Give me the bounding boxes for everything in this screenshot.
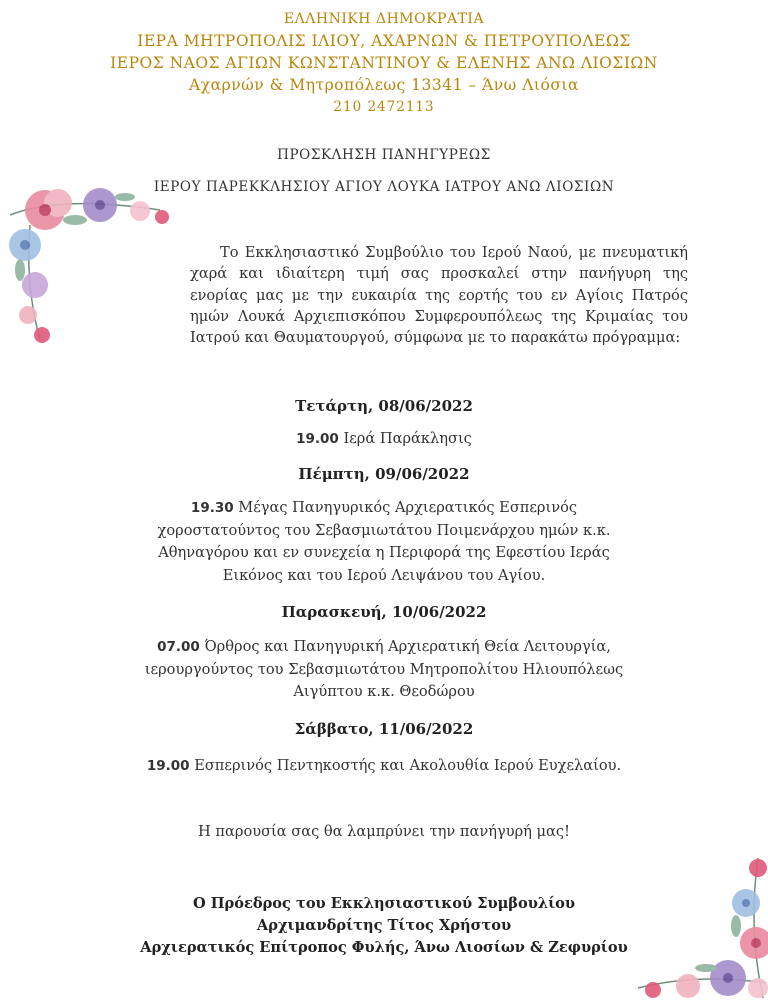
header-phone: 210 2472113: [333, 99, 435, 115]
header-metropolis: ΙΕΡΑ ΜΗΤΡΟΠΟΛΙΣ ΙΛΙΟΥ, ΑΧΑΡΝΩΝ & ΠΕΤΡΟΥΠΟΛΕΩΣ: [137, 32, 631, 50]
event-line: Εικόνος και του Ιερού Λειψάνου του Αγίου.: [222, 566, 546, 584]
schedule-event-1: [0, 428, 768, 451]
event-line: Ιερά Παράκλησις: [343, 430, 472, 447]
schedule-event-2: [0, 497, 768, 587]
event-time: 19.30: [190, 500, 234, 516]
signature-line: Αρχιμανδρίτης Τίτος Χρήστου: [256, 917, 512, 934]
event-time: 19.00: [296, 431, 339, 447]
floral-corner-top-left: [0, 175, 200, 355]
event-line: Όρθρος και Πανηγυρική Αρχιερατική Θεία Λειτουργία,: [204, 638, 611, 655]
invitation-title: ΠΡΟΣΚΛΗΣΗ ΠΑΝΗΓΥΡΕΩΣ: [277, 147, 491, 163]
signature-line: Αρχιερατικός Επίτροπος Φυλής, Άνω Λιοσίων & Ζεφυρίου: [140, 939, 628, 956]
schedule-day-1: Τετάρτη, 08/06/2022: [295, 397, 473, 415]
header-republic: ΕΛΛΗΝΙΚΗ ΔΗΜΟΚΡΑΤΙΑ: [283, 11, 485, 27]
invitation-subtitle: ΙΕΡΟΥ ΠΑΡΕΚΚΛΗΣΙΟΥ ΑΓΙΟΥ ΛΟΥΚΑ ΙΑΤΡΟΥ ΑΝΩ ΛΙΟΣΙΩΝ: [153, 179, 615, 195]
event-line: Εσπερινός Πεντηκοστής και Ακολουθία Ιερού Ευχελαίου.: [194, 757, 622, 774]
event-line: Αιγύπτου κ.κ. Θεοδώρου: [293, 683, 475, 700]
document-header: [0, 8, 768, 118]
event-line: χοροστατούντος του Σεβασμιωτάτου Ποιμενάρχου ημών κ.κ.: [157, 521, 611, 539]
schedule-day-4: Σάββατο, 11/06/2022: [294, 720, 474, 738]
schedule-event-4: [0, 755, 768, 778]
event-line: Μέγας Πανηγυρικός Αρχιερατικός Εσπερινός: [238, 499, 578, 516]
event-line: Αθηναγόρου και εν συνεχεία η Περιφορά της Εφεστίου Ιεράς: [158, 544, 610, 561]
intro-paragraph: Το Εκκλησιαστικό Συμβούλιο του Ιερού Ναού, με πνευματική χαρά και ιδιαίτερη τιμή σας προσκαλεί στην πανήγυρη της ενορίας μας με την ευκαιρία της εορτής του εν Αγίοις Πατρός ημών Λουκά Αρχιεπισκόπου Συμφερουπόλεως της Κριμαίας του Ιατρού και Θαυματουργού, σύμφωνα με το παρακάτω πρόγραμμα:: [190, 244, 688, 347]
schedule-day-3: Παρασκευή, 10/06/2022: [281, 603, 487, 621]
header-church: ΙΕΡΟΣ ΝΑΟΣ ΑΓΙΩΝ ΚΩΝΣΤΑΝΤΙΝΟΥ & ΕΛΕΝΗΣ ΑΝΩ ΛΙΟΣΙΩΝ: [110, 54, 658, 72]
signature-line: Ο Πρόεδρος του Εκκλησιαστικού Συμβουλίου: [192, 895, 576, 912]
schedule-day-2: Πέμπτη, 09/06/2022: [298, 465, 470, 483]
closing-line: Η παρουσία σας θα λαμπρύνει την πανήγυρή μας!: [198, 823, 570, 840]
event-line: ιερουργούντος του Σεβασμιωτάτου Μητροπολίτου Ηλιουπόλεως: [144, 660, 624, 678]
event-time: 19.00: [146, 758, 190, 774]
schedule-event-3: [0, 636, 768, 704]
header-address: Αχαρνών & Μητροπόλεως 13341 – Άνω Λιόσια: [189, 76, 579, 94]
event-time: 07.00: [157, 639, 200, 655]
floral-corner-bottom-right: [618, 848, 768, 1002]
